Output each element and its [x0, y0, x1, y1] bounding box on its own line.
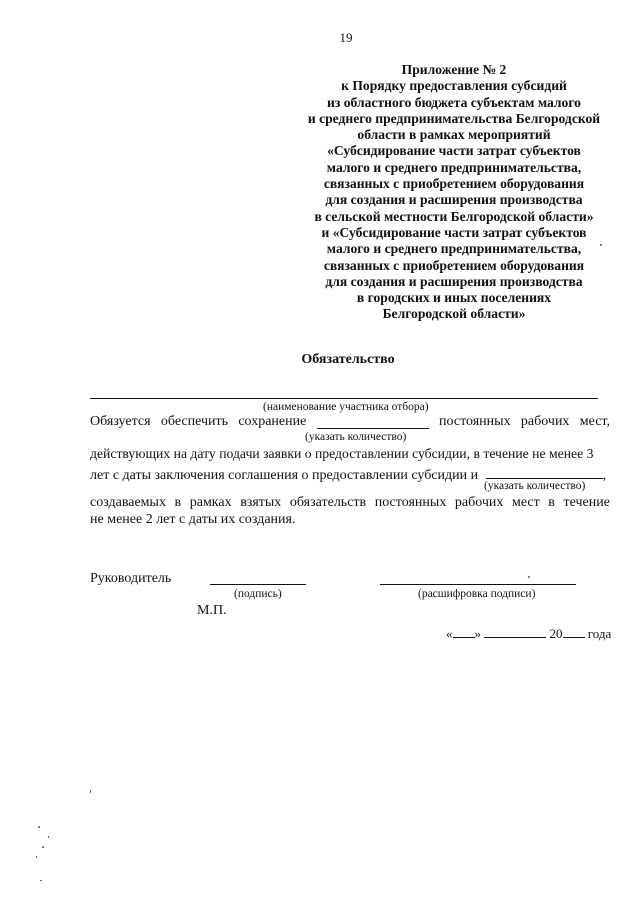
appendix-line: области в рамках мероприятий — [357, 127, 551, 143]
appendix-line: для создания и расширения производства — [325, 273, 583, 289]
appendix-line: в городских и иных поселениях — [356, 290, 552, 306]
scan-speck — [90, 790, 91, 793]
appendix-line: для создания и расширения производства — [325, 192, 583, 208]
appendix-line: Приложение № 2 — [401, 62, 507, 77]
scan-speck — [600, 244, 602, 246]
date-open-quote: « — [446, 626, 453, 641]
commitment-line-2: действующих на дату подачи заявки о предоставлении субсидии, в течение не менее 3 — [90, 446, 594, 461]
appendix-line: малого и среднего предпринимательства, — [326, 241, 582, 257]
signature-line[interactable] — [210, 584, 306, 585]
body-word: обеспечить — [160, 414, 228, 429]
body-word: создаваемых — [90, 495, 166, 510]
participant-name-line[interactable] — [90, 398, 598, 399]
body-word: взятых — [240, 495, 282, 510]
appendix-line: и «Субсидирование части затрат субъектов — [321, 224, 587, 240]
scan-speck — [528, 576, 530, 578]
appendix-line: малого и среднего предпринимательства, — [326, 159, 582, 175]
year-suffix: года — [587, 626, 612, 641]
quantity-hint-2: (указать количество) — [484, 480, 586, 492]
stamp-label: М.П. — [197, 603, 227, 618]
appendix-line: из областного бюджета субъектам малого — [327, 94, 581, 110]
signature-decoding-line[interactable] — [380, 584, 576, 585]
body-word: мест — [511, 495, 540, 510]
body-word: постоянных — [439, 414, 511, 429]
appendix-line: связанных с приобретением оборудования — [323, 257, 585, 273]
body-word: в — [548, 495, 555, 510]
signature-hint: (подпись) — [234, 588, 282, 600]
signatory-role: Руководитель — [90, 571, 172, 586]
scan-speck — [48, 836, 49, 838]
comma: , — [602, 468, 607, 483]
appendix-line: в сельской местности Белгородской области» — [314, 208, 594, 224]
date-field — [446, 625, 611, 642]
quantity-hint-1: (указать количество) — [305, 431, 407, 443]
body-word: рамках — [189, 495, 232, 510]
year-prefix: 20 — [549, 626, 563, 641]
month-blank[interactable] — [484, 625, 546, 638]
commitment-line-1 — [90, 414, 610, 430]
appendix-line: связанных с приобретением оборудования — [323, 176, 585, 192]
scan-speck — [40, 880, 42, 881]
body-word: мест, — [579, 414, 610, 429]
body-word: Обязуется — [90, 414, 151, 429]
appendix-line: «Субсидирование части затрат субъектов — [327, 143, 581, 159]
year-blank[interactable] — [563, 625, 585, 638]
body-word: обязательств — [289, 495, 367, 510]
signature-decoding-hint: (расшифровка подписи) — [418, 588, 536, 600]
appendix-line: и среднего предпринимательства Белгородской — [307, 110, 601, 126]
appendix-line: к Порядку предоставления субсидий — [341, 78, 567, 94]
body-word: постоянных — [374, 495, 447, 510]
appendix-header — [296, 62, 612, 323]
participant-name-hint: (наименование участника отбора) — [263, 401, 429, 413]
scan-speck — [42, 846, 44, 848]
day-blank[interactable] — [453, 625, 475, 638]
date-close-quote: » — [474, 626, 481, 641]
page-number: 19 — [339, 30, 353, 45]
quantity-blank-2[interactable] — [486, 464, 603, 479]
commitment-line-4 — [90, 495, 610, 511]
body-word: рабочих — [520, 414, 570, 429]
quantity-blank-1[interactable] — [317, 414, 429, 429]
scan-speck — [38, 826, 40, 828]
body-word: сохранение — [238, 414, 307, 429]
commitment-line-5: не менее 2 лет с даты их создания. — [90, 512, 296, 527]
body-word: в — [174, 495, 182, 510]
appendix-line: Белгородской области» — [382, 306, 526, 322]
scan-speck — [36, 856, 37, 858]
body-word: течение — [563, 495, 610, 510]
document-title: Обязательство — [301, 352, 395, 367]
commitment-line-3-text: лет с даты заключения соглашения о предоставлении субсидии и — [90, 468, 479, 483]
body-word: рабочих — [454, 495, 504, 510]
